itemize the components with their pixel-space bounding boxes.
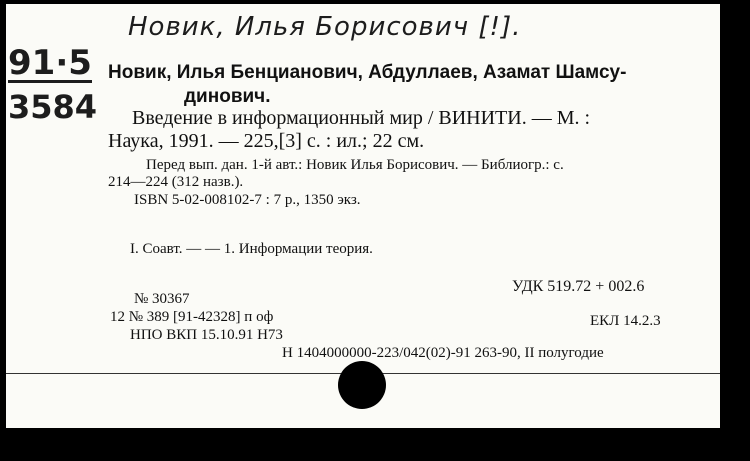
handwritten-header: Новик, Илья Борисович [!].	[128, 12, 522, 42]
title-line-2: Наука, 1991. — 225,[3] с. : ил.; 22 см.	[108, 130, 425, 152]
handwritten-shelf-mark: 91·5	[8, 43, 92, 83]
handwritten-inventory-number: 3584	[8, 88, 98, 126]
npo-line: НПО ВКП 15.10.91 Н73	[130, 327, 283, 343]
order-line: 12 № 389 [91-42328] п оф	[110, 309, 274, 325]
punch-hole	[338, 361, 386, 409]
note-line-2: 214—224 (312 назв.).	[108, 174, 244, 190]
tracing: I. Соавт. — — 1. Информации теория.	[130, 241, 373, 257]
udk: УДК 519.72 + 002.6	[512, 278, 645, 295]
ekl: ЕКЛ 14.2.3	[590, 313, 661, 329]
isbn: ISBN 5-02-008102-7 : 7 р., 1350 экз.	[134, 192, 361, 208]
authors-line-1: Новик, Илья Бенцианович, Абдуллаев, Азамат Шамсу-	[108, 62, 627, 83]
catalog-number: № 30367	[134, 291, 190, 307]
stock-code: Н 1404000000-223/042(02)-91 263-90, II полугодие	[282, 345, 604, 361]
note-line-1: Перед вып. дан. 1-й авт.: Новик Илья Борисович. — Библиогр.: с.	[146, 157, 564, 173]
authors-line-2: динович.	[184, 86, 271, 107]
title-line-1: Введение в информационный мир / ВИНИТИ. — М. :	[132, 107, 591, 129]
catalog-card	[6, 4, 720, 428]
